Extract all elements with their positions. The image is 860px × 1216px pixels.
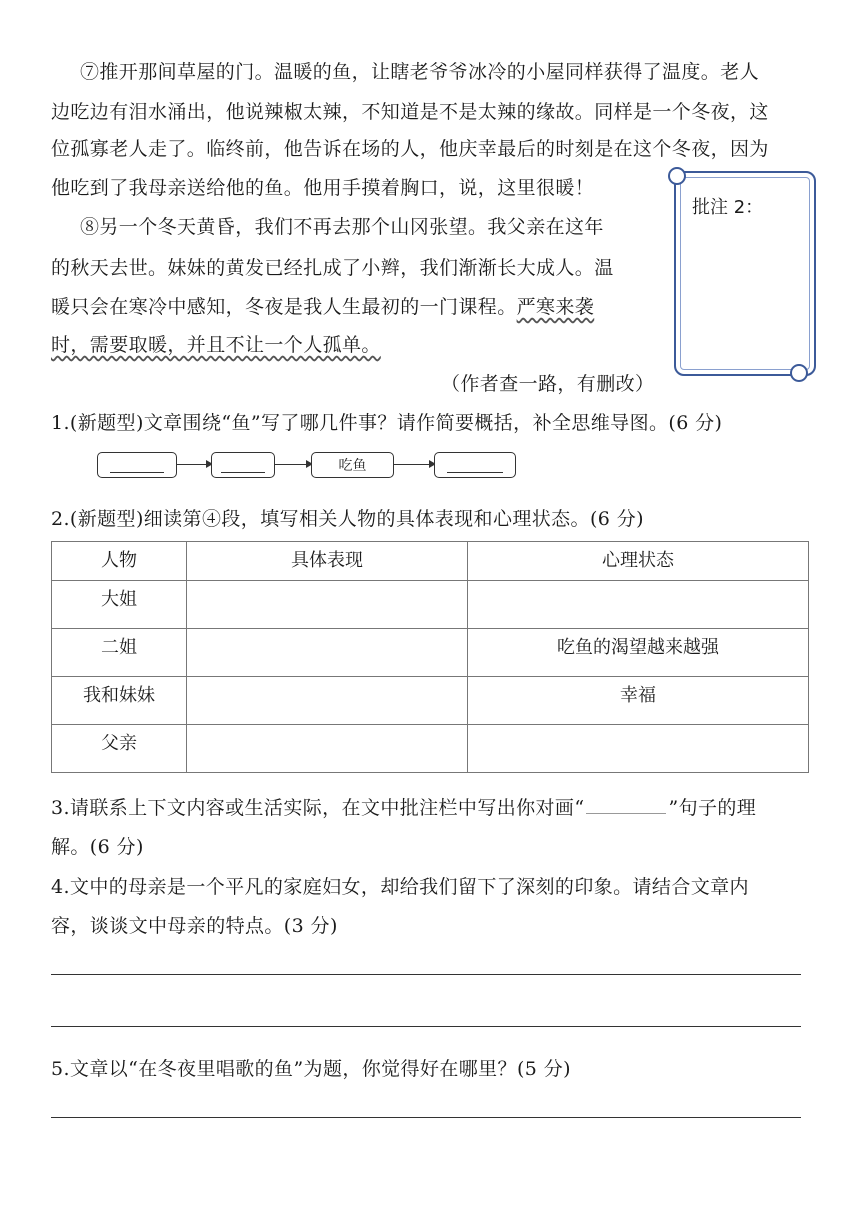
mindmap-box-4-blank <box>447 458 503 473</box>
cell-mind[interactable] <box>468 725 809 773</box>
answer-line-q4-1[interactable] <box>51 974 801 975</box>
question-3-text-b: ”句子的理 <box>668 797 757 819</box>
table-row <box>52 677 809 725</box>
header-mind: 心理状态 <box>468 542 809 581</box>
question-4-line-1: 4.文中的母亲是一个平凡的家庭妇女，却给我们留下了深刻的印象。请结合文章内 <box>51 876 749 898</box>
question-3-line-2: 解。(6 分) <box>51 836 144 858</box>
cell-person: 二姐 <box>52 629 187 677</box>
annotation-label: 批注 2： <box>692 197 764 218</box>
answer-line-q5[interactable] <box>51 1117 801 1118</box>
paragraph-8-line-2: 的秋天去世。妹妹的黄发已经扎成了小辫，我们渐渐长大成人。温 <box>51 257 614 279</box>
mindmap-box-4[interactable] <box>434 452 516 478</box>
marked-sentence-part-1: 严寒来袭 <box>516 296 595 318</box>
paragraph-7-line-2: 边吃边有泪水涌出，他说辣椒太辣，不知道是不是太辣的缘故。同样是一个冬夜，这 <box>51 101 769 123</box>
paragraph-7-line-4: 他吃到了我母亲送给他的鱼。他用手摸着胸口，说，这里很暖！ <box>51 177 595 199</box>
question-4-line-2: 容，谈谈文中母亲的特点。(3 分) <box>51 915 338 937</box>
cell-behavior[interactable] <box>187 581 468 629</box>
mindmap-arrow-2 <box>275 464 311 465</box>
question-2: 2.(新题型)细读第④段，填写相关人物的具体表现和心理状态。(6 分) <box>51 508 644 530</box>
mindmap-arrow-3 <box>394 464 434 465</box>
cell-mind: 吃鱼的渴望越来越强 <box>468 629 809 677</box>
mindmap-box-1[interactable] <box>97 452 177 478</box>
header-person: 人物 <box>52 542 187 581</box>
answer-line-q4-2[interactable] <box>51 1026 801 1027</box>
mindmap-box-3: 吃鱼 <box>311 452 394 478</box>
mindmap-box-1-blank <box>110 458 165 473</box>
mindmap-box-2-blank <box>221 458 264 473</box>
character-table <box>51 541 809 773</box>
scroll-curl-top-icon <box>668 167 686 185</box>
table-row <box>52 725 809 773</box>
paragraph-8-line-3 <box>51 292 594 319</box>
cell-person: 大姐 <box>52 581 187 629</box>
table-row <box>52 629 809 677</box>
paragraph-8-line-1: ⑧另一个冬天黄昏，我们不再去那个山冈张望。我父亲在这年 <box>80 216 604 238</box>
cell-behavior[interactable] <box>187 725 468 773</box>
question-5: 5.文章以“在冬夜里唱歌的鱼”为题，你觉得好在哪里？(5 分) <box>51 1058 571 1080</box>
cell-behavior[interactable] <box>187 629 468 677</box>
paragraph-7-line-3: 位孤寡老人走了。临终前，他告诉在场的人，他庆幸最后的时刻是在这个冬夜，因为 <box>51 138 769 160</box>
header-behavior: 具体表现 <box>187 542 468 581</box>
mindmap-arrow-1 <box>177 464 211 465</box>
mindmap-box-2[interactable] <box>211 452 275 478</box>
paragraph-8-text: 暖只会在寒冷中感知，冬夜是我人生最初的一门课程。 <box>51 296 517 318</box>
question-3-text-a: 3.请联系上下文内容或生活实际，在文中批注栏中写出你对画“ <box>51 797 585 819</box>
cell-person: 我和妹妹 <box>52 677 187 725</box>
question-3-blank <box>586 813 666 814</box>
annotation-box[interactable] <box>674 171 816 376</box>
table-row <box>52 581 809 629</box>
marked-sentence-part-2: 时，需要取暖，并且不让一个人孤单。 <box>51 334 381 356</box>
cell-behavior[interactable] <box>187 677 468 725</box>
cell-mind[interactable] <box>468 581 809 629</box>
cell-person: 父亲 <box>52 725 187 773</box>
source-citation: （作者查一路，有删改） <box>441 373 655 395</box>
question-3-line-1 <box>51 793 756 820</box>
question-1: 1.(新题型)文章围绕“鱼”写了哪几件事？请作简要概括，补全思维导图。(6 分) <box>51 412 723 434</box>
table-header-row <box>52 542 809 581</box>
paragraph-7-line-1: ⑦推开那间草屋的门。温暖的鱼，让瞎老爷爷冰冷的小屋同样获得了温度。老人 <box>80 61 760 83</box>
scroll-curl-bottom-icon <box>790 364 808 382</box>
cell-mind: 幸福 <box>468 677 809 725</box>
